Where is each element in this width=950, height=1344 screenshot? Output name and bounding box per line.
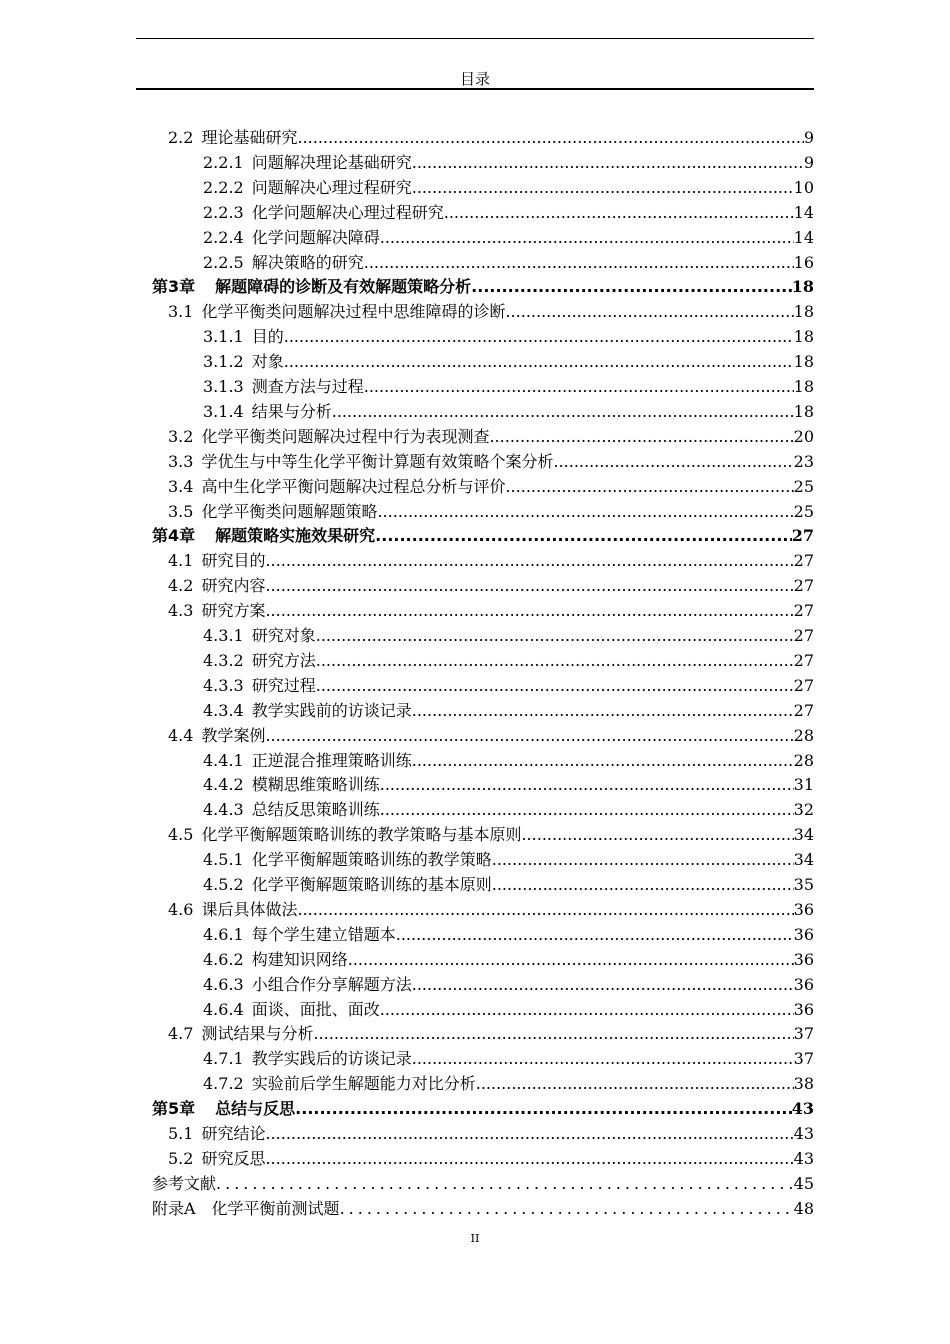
- toc-entry-title: 目的: [251, 327, 284, 347]
- toc-entry[interactable]: [203, 972, 814, 997]
- toc-entry-title: 教学实践后的访谈记录: [251, 1049, 412, 1069]
- toc-entry-title: 研究对象: [251, 626, 316, 645]
- toc-entry-number: 4.3.3: [203, 675, 244, 695]
- toc-entry-page: 10: [793, 177, 814, 197]
- toc-entry-title: 问题解决心理过程研究: [251, 177, 412, 197]
- toc-entry-page: 9: [803, 152, 814, 172]
- toc-dot-leader: [489, 427, 793, 446]
- toc-entry-number: 4.4.3: [203, 800, 244, 820]
- toc-entry-page: 34: [793, 850, 814, 870]
- toc-dot-leader: [492, 875, 794, 894]
- header-top-rule: [136, 38, 814, 39]
- toc-entry-page: 27: [793, 675, 814, 695]
- toc-dot-leader: [340, 1199, 794, 1218]
- toc-dot-leader: [412, 1049, 794, 1068]
- toc-entry-number: 4.6.4: [203, 999, 244, 1019]
- toc-entry-page: 23: [793, 451, 814, 471]
- toc-dot-leader: [284, 352, 794, 371]
- toc-entry-number: 4.4.1: [203, 750, 244, 770]
- toc-entry-page: 25: [793, 501, 814, 521]
- toc-entry-title: 研究过程: [251, 675, 316, 695]
- toc-entry-title: 总结反思策略训练: [251, 800, 380, 820]
- toc-entry-title: 构建知识网络: [251, 949, 348, 969]
- page-number: II: [470, 1232, 480, 1245]
- toc-entry[interactable]: [168, 723, 814, 748]
- toc-entry-title: 测试结果与分析: [201, 1024, 314, 1044]
- toc-entry-title: 研究目的: [201, 551, 266, 571]
- toc-entry-number: 4.1: [168, 551, 194, 571]
- toc-entry[interactable]: [203, 324, 814, 349]
- toc-entry-page: 31: [793, 775, 814, 795]
- toc-entry[interactable]: [203, 175, 814, 200]
- toc-entry-number: 2.2.3: [203, 202, 244, 222]
- toc-entry-title: 化学问题解决心理过程研究: [251, 202, 444, 222]
- toc-entry-title: 小组合作分享解题方法: [251, 974, 412, 994]
- toc-entry[interactable]: [168, 1146, 814, 1171]
- toc-entry-title: 正逆混合推理策略训练: [251, 750, 412, 770]
- toc-entry[interactable]: [168, 125, 814, 150]
- toc-entry[interactable]: [168, 424, 814, 449]
- toc-entry-title: 课后具体做法: [201, 899, 298, 919]
- toc-entry-title: 研究方案: [201, 601, 266, 621]
- toc-entry-title: 化学平衡解题策略训练的基本原则: [251, 875, 492, 894]
- toc-dot-leader: [316, 676, 794, 695]
- toc-entry[interactable]: [203, 922, 814, 947]
- toc-entry-title: 高中生化学平衡问题解决过程总分析与评价: [201, 476, 506, 496]
- toc-entry-page: 35: [793, 875, 814, 894]
- toc-dot-leader: [316, 626, 794, 645]
- toc-entry[interactable]: [203, 947, 814, 972]
- toc-dot-leader: [380, 800, 794, 819]
- toc-entry-page: 36: [793, 999, 814, 1019]
- toc-dot-leader: [265, 601, 793, 620]
- toc-entry-page: 18: [793, 352, 814, 372]
- toc-dot-leader: [553, 452, 793, 471]
- toc-dot-leader: [412, 701, 794, 720]
- toc-entry-number: 4.5: [168, 825, 194, 845]
- toc-dot-leader: [297, 900, 793, 919]
- toc-entry-number: 3.1.1: [203, 327, 244, 347]
- toc-entry[interactable]: [203, 150, 814, 175]
- toc-entry-page: 36: [793, 949, 814, 969]
- toc-entry-number: 2.2.4: [203, 227, 244, 247]
- toc-entry-title: 解题障碍的诊断及有效解题策略分析: [215, 277, 472, 297]
- header-bottom-rule: [136, 88, 814, 90]
- toc-entry[interactable]: [168, 449, 814, 474]
- toc-entry-number: 4.3.4: [203, 700, 244, 720]
- toc-entry-number: 4.6.2: [203, 949, 244, 969]
- toc-entry-title: 化学平衡类问题解题策略: [201, 501, 378, 521]
- toc-entry[interactable]: [203, 648, 814, 673]
- toc-entry-title: 测查方法与过程: [251, 377, 364, 396]
- toc-entry[interactable]: [203, 673, 814, 698]
- toc-entry-title: 解决策略的研究: [251, 252, 364, 272]
- toc-dot-leader: [476, 1074, 794, 1093]
- toc-entry[interactable]: [168, 499, 814, 524]
- toc-entry-page: 37: [793, 1024, 814, 1044]
- toc-dot-leader: [377, 502, 793, 521]
- toc-entry-number: 第4章: [152, 526, 196, 546]
- toc-entry-number: 3.1.3: [203, 377, 244, 396]
- toc-dot-leader: [297, 128, 803, 147]
- toc-entry-number: 第3章: [152, 277, 196, 297]
- toc-entry-title: 对象: [251, 352, 284, 372]
- toc-entry-title: 理论基础研究: [201, 128, 298, 147]
- toc-entry-title: 化学平衡解题策略训练的教学策略与基本原则: [201, 825, 522, 845]
- toc-entry-number: 3.2: [168, 426, 194, 446]
- toc-entry-title: 模糊思维策略训练: [251, 775, 380, 795]
- toc-entry-number: 4.3: [168, 601, 194, 621]
- toc-dot-leader: [332, 402, 794, 421]
- toc-entry[interactable]: [203, 797, 814, 822]
- toc-dot-leader: [505, 477, 793, 496]
- toc-entry-page: 18: [791, 277, 814, 297]
- toc-entry-number: 4.4.2: [203, 775, 244, 795]
- toc-entry-page: 27: [793, 626, 814, 645]
- toc-entry[interactable]: [168, 573, 814, 598]
- toc-dot-leader: [396, 925, 794, 944]
- toc-dot-leader: [313, 1024, 793, 1043]
- toc-entry-page: 48: [793, 1198, 814, 1218]
- toc-entry-page: 36: [793, 924, 814, 944]
- toc-entry[interactable]: [203, 847, 814, 872]
- toc-entry-number: 4.5.2: [203, 875, 244, 894]
- toc-dot-leader: [316, 651, 794, 670]
- toc-dot-leader: [284, 327, 794, 346]
- toc-entry[interactable]: [168, 822, 814, 847]
- toc-entry-page: 43: [793, 1124, 814, 1143]
- toc-dot-leader: [265, 1124, 793, 1143]
- toc-entry-title: 化学平衡类问题解决过程中思维障碍的诊断: [201, 302, 506, 322]
- toc-entry-number: 5.1: [168, 1124, 194, 1143]
- toc-entry-title: 化学平衡类问题解决过程中行为表现测查: [201, 426, 490, 446]
- toc-entry-number: 4.3.2: [203, 650, 244, 670]
- toc-entry[interactable]: [152, 1196, 814, 1221]
- toc-entry[interactable]: [203, 1071, 814, 1096]
- toc-entry-page: 45: [793, 1173, 814, 1193]
- toc-entry-title: 学优生与中等生化学平衡计算题有效策略个案分析: [201, 451, 554, 471]
- toc-entry-title: 参考文献: [152, 1173, 217, 1193]
- toc-entry-number: 4.7: [168, 1024, 194, 1044]
- toc-entry[interactable]: [203, 997, 814, 1022]
- toc-entry-page: 14: [793, 202, 814, 222]
- toc-entry[interactable]: [203, 200, 814, 225]
- toc-dot-leader: [471, 277, 792, 296]
- toc-entry-number: 3.1.2: [203, 352, 244, 372]
- toc-dot-leader: [348, 950, 794, 969]
- toc-entry-page: 32: [793, 800, 814, 820]
- toc-entry-title: 化学问题解决障碍: [251, 227, 380, 247]
- toc-entry-title: 研究内容: [201, 576, 266, 596]
- toc-dot-leader: [216, 1174, 794, 1193]
- toc-entry-title: 解题策略实施效果研究: [215, 526, 376, 546]
- toc-entry-number: 3.4: [168, 476, 194, 496]
- toc-entry[interactable]: [203, 748, 814, 773]
- toc-dot-leader: [505, 302, 793, 321]
- toc-entry-page: 27: [793, 700, 814, 720]
- toc-entry-page: 34: [793, 825, 814, 845]
- toc-entry-number: 3.1: [168, 302, 194, 322]
- toc-chapter-entry[interactable]: [152, 274, 814, 299]
- toc-entry-number: 4.2: [168, 576, 194, 596]
- toc-entry-page: 36: [793, 899, 814, 919]
- toc-entry-page: 27: [793, 650, 814, 670]
- toc-entry-page: 18: [793, 401, 814, 421]
- toc-entry-title: 总结与反思: [215, 1099, 296, 1119]
- toc-dot-leader: [375, 526, 792, 545]
- toc-entry-number: 4.6.3: [203, 974, 244, 994]
- toc-entry[interactable]: [168, 1021, 814, 1046]
- toc-entry-number: 3.5: [168, 501, 194, 521]
- toc-entry[interactable]: [168, 897, 814, 922]
- toc-entry[interactable]: [203, 374, 814, 399]
- toc-entry-page: 36: [793, 974, 814, 994]
- toc-dot-leader: [380, 228, 794, 247]
- toc-entry-number: 4.4: [168, 725, 194, 745]
- toc-dot-leader: [265, 551, 793, 570]
- toc-dot-leader: [265, 1149, 793, 1168]
- toc-entry[interactable]: [203, 1046, 814, 1071]
- toc-entry[interactable]: [203, 872, 814, 897]
- toc-entry[interactable]: [168, 598, 814, 623]
- toc-entry-number: 2.2.2: [203, 177, 244, 197]
- toc-entry-title: 教学实践前的访谈记录: [251, 700, 412, 720]
- page-header-title: 目录: [459, 70, 490, 88]
- toc-entry-page: 27: [791, 526, 814, 546]
- toc-entry-number: 3.1.4: [203, 401, 244, 421]
- toc-entry-number: 4.6.1: [203, 924, 244, 944]
- toc-entry-number: 5.2: [168, 1148, 194, 1168]
- toc-dot-leader: [492, 850, 794, 869]
- toc-chapter-entry[interactable]: [152, 523, 814, 548]
- toc-dot-leader: [412, 975, 794, 994]
- toc-entry-page: 43: [791, 1099, 814, 1119]
- toc-entry[interactable]: [203, 698, 814, 723]
- toc-entry-title: 研究结论: [201, 1124, 266, 1143]
- toc-entry[interactable]: [203, 349, 814, 374]
- toc-entry-page: 18: [793, 302, 814, 322]
- toc-entry-number: 4.7.2: [203, 1074, 244, 1094]
- toc-entry[interactable]: [203, 225, 814, 250]
- toc-entry-page: 14: [793, 227, 814, 247]
- toc-dot-leader: [265, 726, 793, 745]
- toc-entry-page: 16: [793, 252, 814, 272]
- toc-entry-number: 3.3: [168, 451, 194, 471]
- toc-entry-page: 18: [793, 327, 814, 347]
- toc-entry-page: 27: [793, 551, 814, 571]
- toc-entry[interactable]: [168, 548, 814, 573]
- toc-dot-leader: [265, 576, 793, 595]
- toc-entry-title: 化学平衡解题策略训练的教学策略: [251, 850, 492, 870]
- toc-entry-page: 27: [793, 601, 814, 621]
- toc-entry[interactable]: [168, 1121, 814, 1146]
- toc-entry-title: 面谈、面批、面改: [251, 999, 380, 1019]
- toc-entry-number: 4.3.1: [203, 626, 244, 645]
- toc-entry-number: 4.6: [168, 899, 194, 919]
- toc-entry-page: 37: [793, 1049, 814, 1069]
- toc-entry-title: 附录A 化学平衡前测试题: [152, 1198, 340, 1218]
- toc-entry-title: 问题解决理论基础研究: [251, 152, 412, 172]
- toc-entry-number: 2.2.5: [203, 252, 244, 272]
- toc-entry-title: 教学案例: [201, 725, 266, 745]
- toc-entry[interactable]: [168, 474, 814, 499]
- toc-chapter-entry[interactable]: [152, 1096, 814, 1121]
- toc-entry-page: 38: [793, 1074, 814, 1094]
- toc-entry-page: 28: [793, 750, 814, 770]
- toc-dot-leader: [364, 253, 794, 272]
- toc-entry-title: 研究反思: [201, 1148, 266, 1168]
- toc-entry[interactable]: [203, 250, 814, 275]
- toc-entry-page: 25: [793, 476, 814, 496]
- toc-entry-number: 4.7.1: [203, 1049, 244, 1069]
- toc-entry-number: 2.2.1: [203, 152, 244, 172]
- toc-dot-leader: [412, 153, 804, 172]
- toc-entry-page: 9: [803, 128, 814, 147]
- toc-dot-leader: [444, 203, 794, 222]
- toc-entry-number: 第5章: [152, 1099, 196, 1119]
- toc-entry[interactable]: [203, 399, 814, 424]
- toc-dot-leader: [412, 178, 794, 197]
- toc-entry-page: 18: [793, 377, 814, 396]
- toc-entry-number: 2.2: [168, 128, 194, 147]
- toc-dot-leader: [380, 775, 794, 794]
- toc-entry-title: 实验前后学生解题能力对比分析: [251, 1074, 476, 1094]
- toc-dot-leader: [521, 825, 793, 844]
- toc-dot-leader: [364, 377, 794, 396]
- toc-entry-page: 28: [793, 725, 814, 745]
- toc-entry-title: 每个学生建立错题本: [251, 924, 396, 944]
- toc-entry[interactable]: [203, 623, 814, 648]
- toc-entry-title: 研究方法: [251, 650, 316, 670]
- toc-entry-page: 43: [793, 1148, 814, 1168]
- toc-entry-page: 20: [793, 426, 814, 446]
- toc-dot-leader: [380, 1000, 794, 1019]
- toc-dot-leader: [295, 1099, 792, 1118]
- toc-entry-number: 4.5.1: [203, 850, 244, 870]
- toc-entry[interactable]: [203, 772, 814, 797]
- toc-entry-page: 27: [793, 576, 814, 596]
- toc-entry-title: 结果与分析: [251, 401, 332, 421]
- toc-entry[interactable]: [168, 299, 814, 324]
- toc-entry[interactable]: [152, 1171, 814, 1196]
- toc-dot-leader: [412, 751, 794, 770]
